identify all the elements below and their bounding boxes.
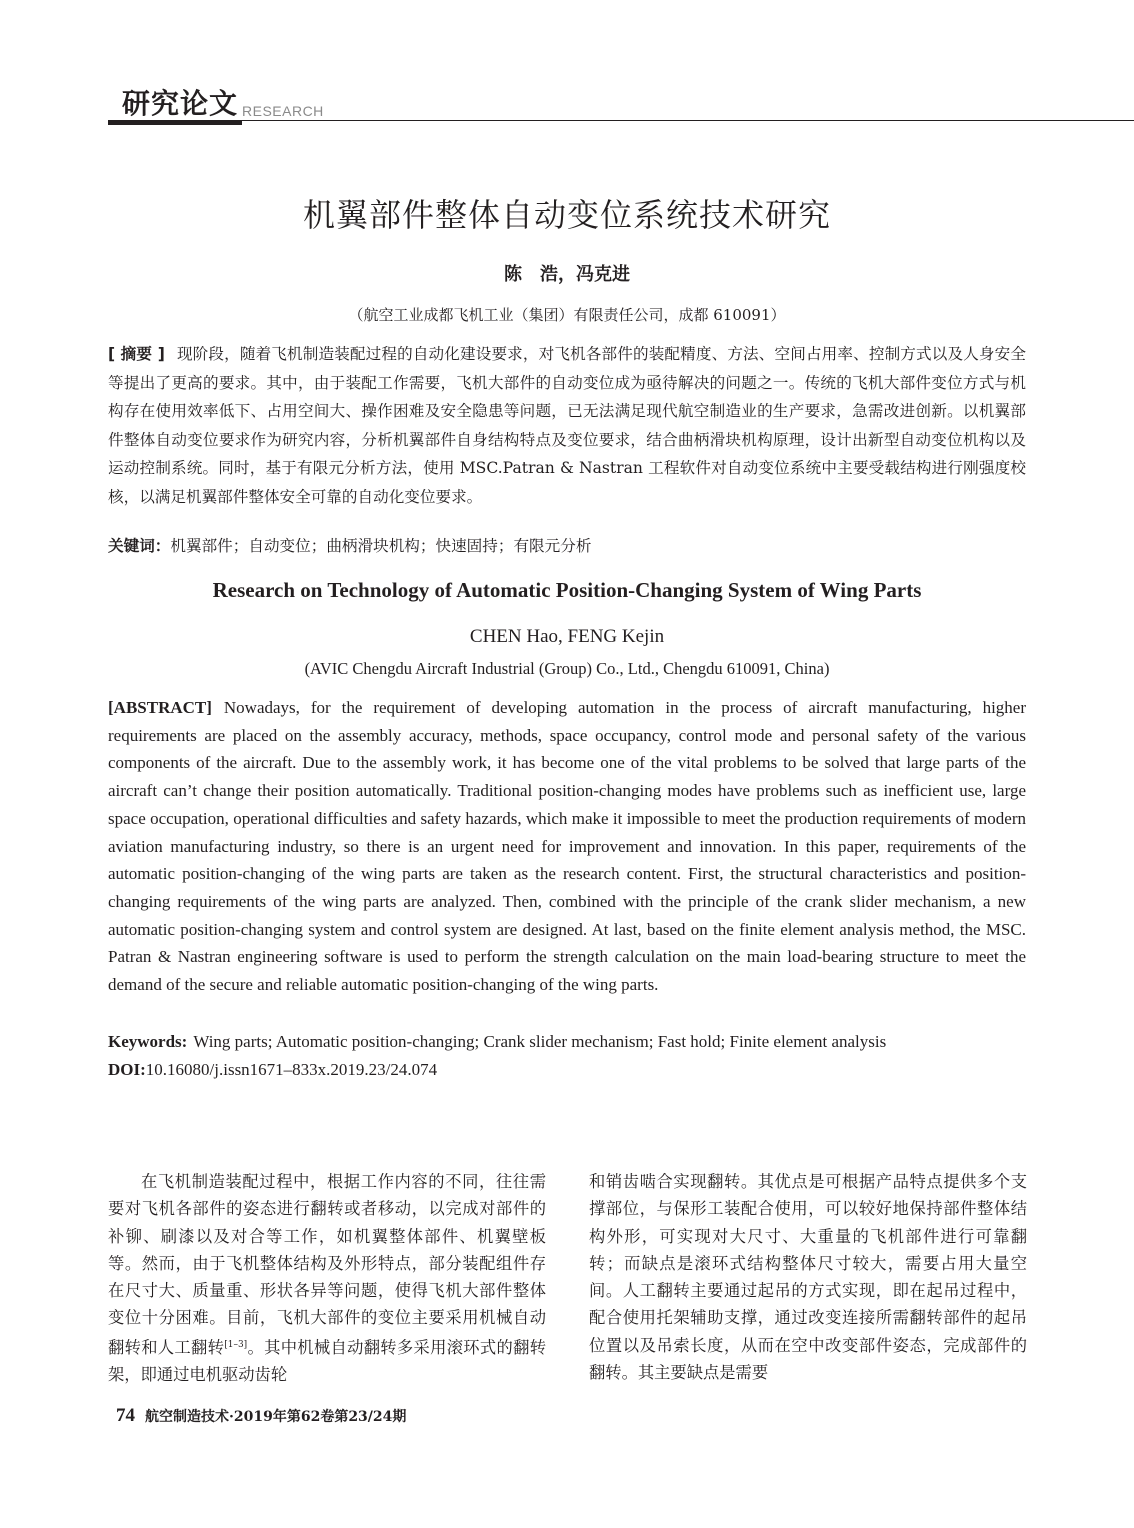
doi-text: 10.16080/j.issn1671–833x.2019.23/24.074 — [145, 1060, 438, 1079]
body-column-right — [589, 1168, 1027, 1386]
page-number: 74 — [116, 1405, 135, 1426]
body-right-text: 和销齿啮合实现翻转。其优点是可根据产品特点提供多个支撑部位，与保形工装配合使用，可以较好地保持部件整体结构外形，可实现对大尺寸、大重量的飞机部件进行可靠翻转；而缺点是滚环式结构整体尺寸较大，需要占用大量空间。人工翻转主要通过起吊的方式实现，即在起吊过程中，配合使用托架辅助支撑，通过改变连接所需翻转部件的起吊位置以及吊索长度，从而在空中改变部件姿态，完成部件的翻转。其主要缺点是需要 — [589, 1172, 1027, 1383]
authors-zh: 陈 浩，冯克进 — [504, 264, 630, 285]
affiliation-en: (AVIC Chengdu Aircraft Industrial (Group) Co., Ltd., Chengdu 610091, China) — [304, 659, 830, 678]
keywords-zh-text: 机翼部件；自动变位；曲柄滑块机构；快速固持；有限元分析 — [170, 537, 592, 555]
abstract-en — [108, 694, 1026, 999]
abstract-zh — [108, 340, 1026, 511]
header-rule-thick — [108, 120, 242, 125]
doi-label: DOI: — [108, 1060, 146, 1079]
section-label-zh: 研究论文 — [122, 87, 239, 120]
citation-ref: [1–3] — [224, 1339, 248, 1350]
abstract-en-text: Nowadays, for the requirement of developing automation in the process of aircraft manufacturing, higher requirements are placed on the assembly accuracy, methods, space occupancy, control mode and personal safety of the various components of the aircraft. Due to the assembly work, it has become one of the vital problems to be solved that large parts of the aircraft can’t change their position automatically. Traditional position-changing modes have problems such as inefficient use, large space occupation, operational difficulties and safety hazards, which make it impossible to meet the production requirements of modern aviation manufacturing industry, so there is an urgent need for improvement and innovation. In this paper, requirements of the automatic position-changing of the wing parts are taken as the research content. First, the structural characteristics and position-changing requirements of the wing parts are analyzed. Then, combined with the principle of the crank slider mechanism, a new automatic position-changing system and control system are designed. At last, based on the finite element analysis method, the MSC. Patran & Nastran engineering software is used to perform the strength calculation on the main load-bearing structure to meet the demand of the secure and reliable automatic position-changing of the wing parts. — [108, 698, 1026, 995]
keywords-zh — [108, 534, 1026, 556]
journal-info: 航空制造技术·2019年第62卷第23/24期 — [145, 1409, 407, 1425]
doi — [108, 1056, 1026, 1084]
keywords-en-label: Keywords: — [108, 1032, 188, 1051]
header-rule-thin — [242, 120, 1134, 121]
section-label-en: RESEARCH — [242, 103, 324, 119]
paper-title-zh: 机翼部件整体自动变位系统技术研究 — [302, 196, 831, 234]
abstract-en-label: [ABSTRACT] — [108, 698, 212, 717]
paper-title-en: Research on Technology of Automatic Position-Changing System of Wing Parts — [212, 578, 922, 602]
body-left-text-1: 在飞机制造装配过程中，根据工作内容的不同，往往需要对飞机各部件的姿态进行翻转或者移动，以完成对部件的补铆、刷漆以及对合等工作，如机翼整体部件、机翼壁板等。然而，由于飞机整体结构及外形特点，部分装配组件存在尺寸大、质量重、形状各异等问题，使得飞机大部件整体变位十分困难。目前，飞机大部件的变位主要采用机械自动翻转和人工翻转 — [108, 1172, 546, 1357]
affiliation-zh: （航空工业成都飞机工业（集团）有限责任公司，成都 610091） — [348, 306, 786, 324]
body-column-left — [108, 1168, 546, 1388]
section-header — [108, 82, 1134, 128]
body-left-text-2: 。其中机械自动翻转多采用滚环式的翻转架，即通过电机驱动齿轮 — [108, 1337, 546, 1385]
abstract-zh-text: 现阶段，随着飞机制造装配过程的自动化建设要求，对飞机各部件的装配精度、方法、空间占用率、控制方式以及人身安全等提出了更高的要求。其中，由于装配工作需要，飞机大部件的自动变位成为亟待解决的问题之一。传统的飞机大部件变位方式与机构存在使用效率低下、占用空间大、操作困难及安全隐患等问题，已无法满足现代航空制造业的生产要求，急需改进创新。以机翼部件整体自动变位要求作为研究内容，分析机翼部件自身结构特点及变位要求，结合曲柄滑块机构原理，设计出新型自动变位机构以及运动控制系统。同时，基于有限元分析方法，使用 MSC.Patran & Nastran 工程软件对自动变位系统中主要受载结构进行刚强度校核，以满足机翼部件整体安全可靠的自动化变位要求。 — [108, 345, 1026, 506]
authors-en: CHEN Hao, FENG Kejin — [469, 626, 665, 647]
keywords-zh-label: 关键词： — [108, 537, 171, 555]
keywords-en-text: Wing parts; Automatic position-changing; Crank slider mechanism; Fast hold; Finite element analysis — [193, 1032, 887, 1051]
abstract-zh-label: [ 摘要 ] — [108, 345, 165, 363]
page-footer — [116, 1405, 406, 1427]
keywords-en — [108, 1028, 1026, 1056]
